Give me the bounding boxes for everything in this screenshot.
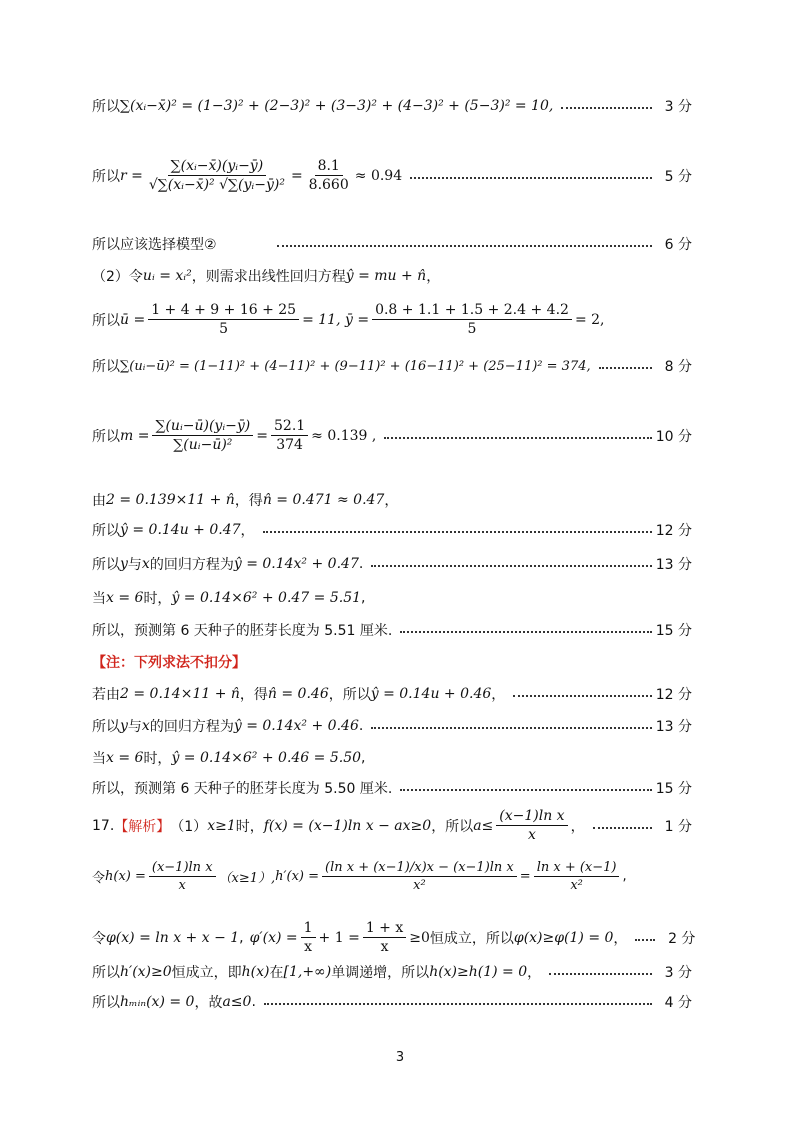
line-text: ，得	[239, 687, 268, 703]
leader-dots	[561, 107, 652, 109]
note-label: 【注：下列求法不扣分】	[92, 655, 246, 671]
line-h-definition	[92, 860, 692, 893]
line-h-increasing	[92, 962, 692, 982]
frac-denominator: x	[527, 827, 536, 843]
line-text: ，所以	[431, 818, 474, 835]
line-text: 在	[269, 965, 284, 981]
phi-fraction-1	[301, 920, 316, 955]
frac-numerator: 1	[301, 920, 316, 938]
line-regression-u	[92, 520, 692, 540]
score-points: 5 分	[664, 168, 692, 185]
line-sum-u-squares	[92, 356, 692, 376]
line-text: ，则需求出线性回归方程	[191, 269, 346, 285]
math-expr: h(x)≥h(1) = 0	[429, 964, 528, 980]
line-text: （2）令	[92, 269, 143, 285]
leader-dots	[593, 827, 652, 829]
math-expr: ŷ = 0.14×6² + 0.46 = 5.50	[171, 750, 362, 766]
line-alt-intercept	[92, 684, 692, 704]
frac-denominator: x	[304, 939, 313, 955]
math-expr: h(x)	[241, 964, 270, 980]
line-text: 时，	[143, 751, 172, 767]
line-text: 所以，预测第 6 天种子的胚芽长度为 5.50 厘米.	[92, 781, 393, 797]
score-points: 3 分	[664, 965, 692, 981]
math-expr: n̂ = 0.471 ≈ 0.47	[262, 492, 385, 508]
line-regression-x	[92, 554, 692, 574]
math-expr: x = 6	[106, 590, 144, 606]
frac-denominator: ∑(uᵢ−ū)²	[173, 437, 233, 453]
math-expr: ≥0	[409, 929, 430, 946]
frac-denominator: √∑(xᵢ−x̄)² √∑(yᵢ−ȳ)²	[148, 177, 285, 193]
frac-numerator: 0.8 + 1.1 + 1.5 + 2.4 + 4.2	[372, 302, 572, 320]
frac-numerator: (ln x + (x−1)/x)x − (x−1)ln x	[322, 860, 517, 877]
line-text: （1）	[170, 818, 208, 835]
frac-numerator: 1 + x	[363, 920, 406, 938]
leader-dots	[599, 367, 652, 369]
line-text: 恒成立，所以	[429, 930, 514, 947]
line-alt-prediction	[92, 778, 692, 798]
line-text: 所以	[92, 428, 120, 445]
leader-dots	[277, 245, 652, 247]
frac-denominator: 5	[467, 321, 477, 337]
question-number: 17.	[92, 817, 115, 834]
line-text: ，	[384, 493, 399, 509]
leader-dots	[410, 177, 652, 179]
line-text: 的回归方程为	[149, 557, 234, 573]
line-text: ,	[622, 869, 627, 884]
score-points: 13 分	[655, 719, 692, 735]
line-text: ，	[570, 818, 585, 835]
leader-dots	[384, 437, 651, 439]
line-slope-m: 所以 m = $\frac{\text{∑(uᵢ−ū)(yᵢ−ȳ)}}{\text{∑(uᵢ−ū)²}}$ = $\frac{52.1}{374}$ ≈ 0.139 , 10 分	[92, 418, 692, 453]
leader-dots	[635, 939, 655, 941]
math-expr: + 1 =	[318, 929, 360, 946]
line-x-equals-6	[92, 588, 692, 608]
math-expr: x	[141, 718, 150, 734]
phi-fraction-2	[363, 920, 406, 955]
score-points: 2 分	[668, 930, 696, 947]
line-text: 时，	[235, 818, 264, 835]
math-expr: [1,+∞)	[283, 964, 332, 980]
math-lhs: m =	[120, 427, 150, 444]
line-text: ，所以	[328, 687, 371, 703]
m-value-fraction	[271, 418, 308, 453]
line-text: 所以	[92, 719, 120, 735]
line-text: 恒成立，即	[171, 965, 242, 981]
frac-numerator: ln x + (x−1)	[534, 860, 620, 877]
h-fraction	[149, 860, 216, 893]
line-text: 与	[127, 719, 142, 735]
frac-denominator: 8.660	[308, 177, 349, 193]
line-part2-setup	[92, 266, 692, 286]
math-expr: x≥1	[207, 817, 236, 834]
line-text: ，	[426, 269, 441, 285]
frac-denominator: x	[380, 939, 389, 955]
math-lhs: a≤	[473, 817, 494, 834]
h-prime-simplified-fraction	[534, 860, 620, 893]
line-conclusion	[92, 992, 692, 1012]
leader-dots	[513, 695, 651, 697]
r-value-fraction	[306, 158, 352, 193]
line-text: 的回归方程为	[149, 719, 234, 735]
math-approx: ≈ 0.94	[354, 167, 403, 184]
frac-numerator: ∑(uᵢ−ū)(yᵢ−ȳ)	[152, 418, 253, 436]
math-expr: 2 = 0.139×11 + n̂	[106, 492, 235, 508]
line-alt-regression-x	[92, 716, 692, 736]
line-text: .	[358, 556, 364, 572]
math-expr: y	[120, 718, 128, 734]
line-text: ，	[613, 930, 628, 947]
math-approx: ≈ 0.139 ,	[311, 427, 377, 444]
line-text: 时，	[143, 591, 172, 607]
line-text: ，	[527, 965, 542, 981]
score-points: 15 分	[655, 781, 692, 797]
frac-numerator: (x−1)ln x	[496, 808, 567, 826]
line-text: 所以	[92, 965, 120, 981]
frac-denominator: x²	[413, 878, 426, 893]
math-lhs: ū =	[120, 311, 146, 328]
leader-dots	[371, 565, 651, 567]
line-text: 所以	[92, 168, 120, 185]
math-expr: x = 6	[106, 750, 144, 766]
analysis-tag: 【解析】	[114, 818, 171, 835]
m-formula-fraction	[152, 418, 253, 453]
score-points: 15 分	[655, 623, 692, 639]
math-expr: ŷ = mu + n̂	[345, 268, 427, 284]
line-text: 所以	[92, 99, 120, 115]
score-points: 3 分	[664, 99, 692, 115]
line-means	[92, 302, 692, 337]
frac-numerator: 8.1	[315, 158, 343, 176]
math-expr: ŷ = 0.14x² + 0.47	[233, 556, 359, 572]
score-points: 13 分	[655, 557, 692, 573]
math-expr: = 2,	[574, 311, 605, 328]
line-text: 所以	[92, 359, 120, 375]
leader-dots	[263, 531, 652, 533]
line-text: ,	[361, 590, 366, 606]
math-lhs: φ′(x) =	[249, 929, 298, 946]
line-text: 由	[92, 493, 106, 509]
frac-numerator: ∑(xᵢ−x̄)(yᵢ−ȳ)	[168, 158, 267, 176]
line-text: 所以	[92, 557, 120, 573]
math-expr: （x≥1）,	[218, 871, 276, 886]
math-expr: 2 = 0.14×11 + n̂	[120, 686, 240, 702]
line-problem-17	[92, 808, 692, 843]
line-text: 所以	[92, 995, 120, 1011]
line-text: .	[358, 718, 364, 734]
math-expr: =	[519, 869, 531, 884]
math-expr: f(x) = (x−1)ln x − ax≥0	[263, 817, 432, 834]
leader-dots	[549, 973, 652, 975]
math-lhs: r =	[120, 167, 143, 184]
frac-denominator: x	[178, 878, 186, 893]
score-points: 10 分	[655, 428, 692, 445]
line-text: ，故	[194, 995, 223, 1011]
frac-denominator: 374	[276, 437, 303, 453]
line-text: .	[251, 994, 256, 1010]
score-points: 6 分	[664, 237, 692, 253]
score-points: 12 分	[655, 523, 692, 539]
math-expr: a≤0	[222, 994, 252, 1010]
page-number: 3	[395, 1050, 405, 1065]
line-text: 所以应该选择模型②	[92, 237, 217, 253]
a-bound-fraction	[496, 808, 567, 843]
line-choose-model	[92, 234, 692, 254]
line-text: 令	[92, 871, 106, 886]
math-expr: n̂ = 0.46	[267, 686, 329, 702]
line-text: 与	[127, 557, 142, 573]
line-phi-definition	[92, 920, 696, 955]
leader-dots	[400, 789, 651, 791]
line-text: 若由	[92, 687, 120, 703]
score-points: 1 分	[664, 818, 692, 835]
leader-dots	[371, 727, 651, 729]
math-expr: φ(x)≥φ(1) = 0	[513, 929, 614, 946]
line-text: ,	[361, 750, 366, 766]
math-expr: hₘᵢₙ(x) = 0	[120, 994, 195, 1010]
frac-numerator: (x−1)ln x	[149, 860, 216, 877]
line-text: 所以	[92, 312, 120, 329]
math-expr: h′(x)≥0	[120, 964, 172, 980]
r-formula-fraction	[146, 158, 288, 193]
math-expr: φ(x) = ln x + x − 1	[106, 929, 240, 946]
line-text: 令	[92, 930, 106, 947]
line-note	[92, 652, 692, 672]
math-lhs: h(x) =	[105, 869, 146, 884]
frac-denominator: 5	[219, 321, 229, 337]
math-expr: y	[120, 556, 128, 572]
leader-dots	[264, 1003, 652, 1005]
line-text: 单调递增，所以	[331, 965, 430, 981]
math-expr: ŷ = 0.14x² + 0.46	[233, 718, 359, 734]
math-expr: x	[141, 556, 150, 572]
math-lhs: h′(x) =	[275, 869, 319, 884]
u-mean-fraction	[148, 302, 299, 337]
score-points: 12 分	[655, 687, 692, 703]
line-text: ，	[491, 687, 506, 703]
line-text: 当	[92, 751, 106, 767]
math-expr: ∑(uᵢ−ū)² = (1−11)² + (4−11)² + (9−11)² + (16−11)² + (25−11)² = 374,	[120, 358, 591, 374]
math-expr: = 11, ȳ =	[302, 311, 370, 328]
math-expr: ŷ = 0.14×6² + 0.47 = 5.51	[171, 590, 362, 606]
frac-numerator: 1 + 4 + 9 + 16 + 25	[148, 302, 299, 320]
line-text: 所以	[92, 523, 120, 539]
line-text: 所以，预测第 6 天种子的胚芽长度为 5.51 厘米.	[92, 623, 393, 639]
line-prediction	[92, 620, 692, 640]
math-expr: ŷ = 0.14u + 0.47	[120, 522, 241, 538]
leader-dots	[400, 631, 651, 633]
frac-numerator: 52.1	[271, 418, 308, 436]
frac-denominator: x²	[570, 878, 583, 893]
line-intercept	[92, 490, 692, 510]
line-text: ，	[240, 523, 255, 539]
line-alt-x-equals-6	[92, 748, 692, 768]
line-text: 当	[92, 591, 106, 607]
line-sum-x-squares	[92, 96, 692, 116]
h-prime-fraction	[322, 860, 517, 893]
line-correlation-r: 所以 r = $\frac{\text{∑(xᵢ−x̄)(yᵢ−ȳ)}}{\text{√∑(xᵢ−x̄)² √∑(yᵢ−ȳ)²}}$ = $\frac{8.1}{8.660}$ ≈ 0.94 5 分	[92, 158, 692, 193]
score-points: 4 分	[664, 995, 692, 1011]
line-text: ，得	[234, 493, 263, 509]
y-mean-fraction	[372, 302, 572, 337]
math-expr: uᵢ = xᵢ²	[142, 268, 192, 284]
math-expr: ∑(xᵢ−x̄)² = (1−3)² + (2−3)² + (3−3)² + (4−3)² + (5−3)² = 10,	[120, 98, 554, 114]
score-points: 8 分	[664, 359, 692, 375]
math-expr: ŷ = 0.14u + 0.46	[370, 686, 492, 702]
line-text: ,	[239, 929, 244, 946]
